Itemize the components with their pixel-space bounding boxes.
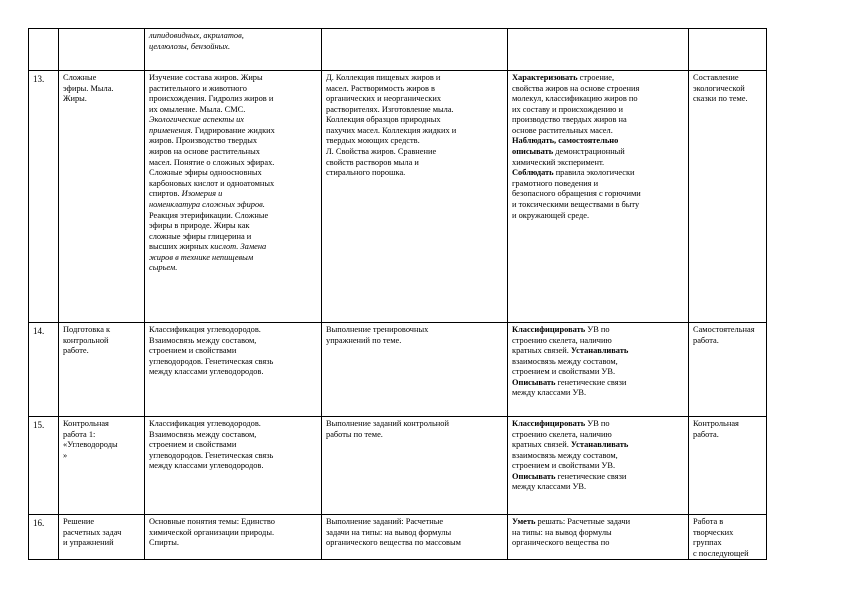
cell-text-line: целлюлозы, бензойных. (149, 41, 231, 51)
cell-text-line: Основные понятия темы: Единство (149, 517, 275, 526)
cell-text-line: и токсическими веществами в быту (512, 199, 640, 209)
cell-text-line: строению скелета, наличию (512, 335, 612, 345)
cell-text-line: Контрольная (693, 419, 739, 428)
row-number-cell: 16. (29, 515, 59, 560)
cell-text-line: строению скелета, наличию (512, 429, 612, 439)
cell-text-line: упражнений по теме. (326, 335, 402, 345)
cell-text-line: на типы: на вывод формулы (512, 527, 612, 537)
cell-text-line: контрольной (63, 335, 109, 345)
control-cell (689, 417, 767, 515)
cell-text-line: эфиры в природе. Жиры как (149, 221, 250, 231)
cell-text-line: Соблюдать правила экологически (512, 168, 635, 178)
content-cell (145, 29, 322, 71)
cell-text-line: работа 1: (63, 429, 96, 439)
cell-text-line: строением и свойствами (149, 346, 237, 356)
cell-text-line: углеводородов. Генетическая связь (149, 356, 274, 366)
control-cell (689, 71, 767, 323)
cell-text-line: происхождения. Гидролиз жиров и (149, 94, 274, 104)
topic-cell (59, 515, 145, 560)
topic-cell (59, 323, 145, 417)
cell-text-line: Взаимосвязь между составом, (149, 335, 257, 345)
cell-text-line: масел. Понятие о сложных эфирах. (149, 157, 275, 167)
cell-text-line: Описывать генетические связи (512, 471, 627, 481)
cell-text-line: между классами углеводородов. (149, 367, 264, 377)
cell-text-line: Сложные эфиры одноосновных (149, 168, 262, 178)
cell-text-line: Реакция этерификации. Сложные (149, 210, 269, 220)
cell-text-line: описывать демонстрационный (512, 147, 625, 157)
cell-text-line: Самостоятельная (693, 325, 755, 334)
cell-text-line: пахучих масел. Коллекция жидких и (326, 125, 457, 135)
cell-text-line: органического вещества по массовым (326, 538, 461, 548)
cell-text-line: работы по теме. (326, 429, 383, 439)
demo-cell (322, 323, 508, 417)
cell-text-line: эфиры. Мыла. (63, 83, 114, 93)
cell-text-line: высших жирных кислот. Замена (149, 242, 267, 252)
control-cell (689, 29, 767, 71)
content-cell (145, 417, 322, 515)
cell-text-line: спиртов. Изомерия и (149, 189, 223, 199)
row-number-cell: 15. (29, 417, 59, 515)
cell-text-line: свойства жиров на основе строения (512, 83, 640, 93)
cell-text-line: работа. (693, 429, 719, 439)
cell-text-line: «Углеводороды (63, 440, 118, 450)
cell-text-line: их составу и происхождению и (512, 104, 623, 114)
cell-text-line: Изучение состава жиров. Жиры (149, 73, 263, 82)
cell-text-line: основе растительных масел. (512, 125, 613, 135)
cell-text-line: задачи на типы: на вывод формулы (326, 527, 452, 537)
table-row (29, 515, 767, 560)
activities-cell (508, 515, 689, 560)
cell-text-line: Работа в (693, 517, 724, 526)
cell-text-line: Спирты. (149, 538, 180, 548)
demo-cell (322, 515, 508, 560)
cell-text-line: Классифицировать УВ по (512, 419, 610, 428)
cell-text-line: сказки по теме. (693, 94, 748, 104)
cell-text-line: липидовидных, акрилатов, (149, 31, 244, 40)
cell-text-line: взаимосвязь между составом, (512, 356, 618, 366)
activities-cell (508, 29, 689, 71)
cell-text-line: Наблюдать, самостоятельно (512, 136, 619, 146)
cell-text-line: строением и свойствами (149, 440, 237, 450)
cell-text-line: стирального порошка. (326, 168, 406, 178)
cell-text-line: химический эксперимент. (512, 157, 605, 167)
cell-text-line: сложные эфиры глицерина и (149, 231, 252, 241)
cell-text-line: расчетных задач (63, 527, 122, 537)
cell-text-line: Классификация углеводородов. (149, 325, 261, 334)
activities-cell (508, 71, 689, 323)
lesson-plan-table (28, 28, 767, 560)
cell-text-line: грамотного поведения и (512, 178, 599, 188)
cell-text-line: применения. Гидрирование жидких (149, 125, 275, 135)
cell-text-line: между классами УВ. (512, 482, 587, 492)
cell-text-line: Классифицировать УВ по (512, 325, 610, 334)
cell-text-line: сырьем. (149, 263, 178, 273)
cell-text-line: Выполнение заданий контрольной (326, 419, 449, 428)
topic-cell (59, 29, 145, 71)
cell-text-line: жиров. Производство твердых (149, 136, 258, 146)
cell-text-line: Д. Коллекция пищевых жиров и (326, 73, 441, 82)
cell-text-line: углеводородов. Генетическая связь (149, 450, 274, 460)
cell-text-line: жиров в технике непищевым (149, 252, 254, 262)
control-cell (689, 323, 767, 417)
cell-text-line: номенклатура сложных эфиров. (149, 199, 265, 209)
cell-text-line: их омыление. Мыла. СМС. (149, 104, 246, 114)
content-cell (145, 515, 322, 560)
cell-text-line: Классификация углеводородов. (149, 419, 261, 428)
cell-text-line: жиров на основе растительных (149, 147, 260, 157)
cell-text-line: Коллекция образцов природных (326, 115, 441, 125)
cell-text-line: работа. (693, 335, 719, 345)
demo-cell (322, 71, 508, 323)
cell-text-line: Описывать генетические связи (512, 377, 627, 387)
table-row (29, 71, 767, 323)
activities-cell (508, 323, 689, 417)
cell-text-line: масел. Растворимость жиров в (326, 83, 436, 93)
cell-text-line: творческих группах (693, 527, 734, 548)
cell-text-line: свойств растворов мыла и (326, 157, 419, 167)
demo-cell (322, 417, 508, 515)
cell-text-line: химической организации природы. (149, 527, 275, 537)
cell-text-line: Решение (63, 517, 95, 526)
cell-text-line: строением и свойствами УВ. (512, 461, 616, 471)
cell-text-line: Характеризовать строение, (512, 73, 615, 82)
cell-text-line: молекул, классификацию жиров по (512, 94, 638, 104)
cell-text-line: строением и свойствами УВ. (512, 367, 616, 377)
control-cell (689, 515, 767, 560)
cell-text-line: Составление (693, 73, 739, 82)
topic-cell (59, 417, 145, 515)
cell-text-line: с последующей (693, 548, 749, 558)
cell-text-line: Выполнение тренировочных (326, 325, 429, 334)
cell-text-line: экологической (693, 83, 745, 93)
cell-text-line: карбоновых кислот и одноатомных (149, 178, 275, 188)
cell-text-line: Экологические аспекты их (149, 115, 245, 125)
content-cell (145, 71, 322, 323)
row-number-cell (29, 29, 59, 71)
cell-text-line: и упражнений (63, 538, 114, 548)
cell-text-line: » (63, 450, 68, 460)
table-row (29, 29, 767, 71)
cell-text-line: производство твердых жиров на (512, 115, 627, 125)
cell-text-line: Жиры. (63, 94, 87, 104)
cell-text-line: между классами углеводородов. (149, 461, 264, 471)
demo-cell (322, 29, 508, 71)
table-row (29, 417, 767, 515)
cell-text-line: Выполнение заданий: Расчетные (326, 517, 444, 526)
cell-text-line: органического вещества по (512, 538, 610, 548)
row-number-cell: 14. (29, 323, 59, 417)
cell-text-line: Сложные (63, 73, 97, 82)
cell-text-line: Л. Свойства жиров. Сравнение (326, 147, 437, 157)
cell-text-line: Взаимосвязь между составом, (149, 429, 257, 439)
cell-text-line: твердых моющих средств. (326, 136, 420, 146)
content-cell (145, 323, 322, 417)
cell-text-line: между классами УВ. (512, 388, 587, 398)
cell-text-line: кратных связей. Устанавливать (512, 346, 629, 356)
table-body (29, 29, 767, 560)
cell-text-line: кратных связей. Устанавливать (512, 440, 629, 450)
cell-text-line: Контрольная (63, 419, 109, 428)
cell-text-line: безопасного обращения с горючими (512, 189, 641, 199)
row-number-cell: 13. (29, 71, 59, 323)
cell-text-line: и окружающей среде. (512, 210, 590, 220)
cell-text-line: растительного и животного (149, 83, 247, 93)
table-row (29, 323, 767, 417)
cell-text-line: органических и неорганических (326, 94, 442, 104)
cell-text-line: работе. (63, 346, 89, 356)
cell-text-line: Подготовка к (63, 325, 111, 334)
topic-cell (59, 71, 145, 323)
cell-text-line: Уметь решать: Расчетные задачи (512, 517, 631, 526)
cell-text-line: взаимосвязь между составом, (512, 450, 618, 460)
activities-cell (508, 417, 689, 515)
cell-text-line: растворителях. Изготовление мыла. (326, 104, 454, 114)
